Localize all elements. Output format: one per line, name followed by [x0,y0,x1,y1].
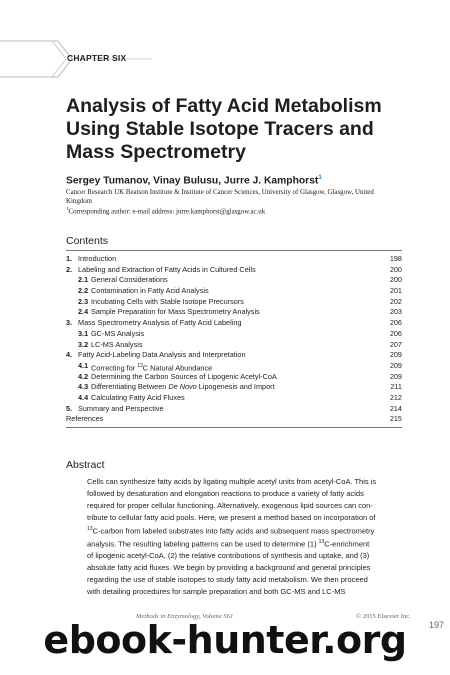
title-line: Using Stable Isotope Tracers and [66,118,374,140]
title-line: Analysis of Fatty Acid Metabolism [66,95,382,117]
isotope-sup: 13 [87,525,93,532]
toc-entry[interactable] [66,254,402,265]
affiliation [66,189,448,217]
toc-entry[interactable] [66,329,402,340]
article-title [66,95,436,164]
page-number: 197 [429,620,445,630]
abstract-line: of lipogenic acetyl-CoA, (2) the relative contributions of synthesis and uptake, and (3) [87,551,370,561]
toc-title-part: Differentiating Between [91,382,169,392]
toc-entry[interactable] [66,382,402,393]
toc-number: 1. [66,254,73,263]
toc-number: 5. [66,403,73,413]
author-names: Sergey Tumanov, Vinay Bulusu, Jurre J. Kamphorst [66,175,319,187]
toc-page: 207 [389,339,402,349]
toc-page: 201 [389,286,402,296]
toc-entry[interactable] [66,307,402,318]
toc-page: 200 [389,275,402,285]
toc-title: GC-MS Analysis [91,328,145,338]
abstract-line: with detailing procedures for sample preparation and both GC-MS and LC-MS [87,587,346,597]
toc-title: References [66,414,104,424]
toc-entry[interactable] [66,393,402,404]
abstract-line [87,537,402,550]
toc-entry[interactable] [66,414,402,425]
abstract-body [87,476,402,598]
toc-number: 2.1 [78,275,89,285]
abstract-line: followed by desaturation and elongation reactions to produce a variety of fatty acids [87,488,364,498]
toc-entry[interactable] [66,372,402,383]
corresponding-author [66,206,448,217]
chapter-banner [0,40,152,78]
toc-page: 203 [389,307,402,317]
toc-title: Fatty Acid-Labeling Data Analysis and Interpretation [78,350,246,360]
toc-entry[interactable] [66,318,402,329]
toc-title: Introduction [78,254,117,263]
toc-page: 209 [389,360,402,370]
toc-number: 3. [66,318,73,328]
contents-heading: Contents [66,235,109,247]
toc-page: 215 [389,414,402,424]
abstract-heading: Abstract [66,459,105,471]
abstract-line: required for proper cellular functioning. Alternatively, exogenous lipid sources can con- [87,500,373,510]
corresponding-marker: 1 [66,207,69,213]
toc-title: Contamination in Fatty Acid Analysis [91,286,209,296]
toc-number: 2.4 [78,307,89,317]
toc-entry[interactable] [66,275,402,286]
toc-number: 4.1 [78,360,89,370]
abstract-line-text: analysis. The resulting labeling patterns can be used to determine (1) [87,539,319,549]
toc-number: 2. [66,264,73,274]
author-footnote-marker[interactable]: 1 [318,175,322,181]
toc-title: Summary and Perspective [78,403,164,413]
toc-page: 200 [389,264,402,274]
journal-citation-text: Methods in Enzymology, Volume 561 [136,613,234,620]
abstract-line: absolute fatty acid fluxes. We begin by providing a background and general principles [87,563,371,573]
toc-page: 209 [389,371,402,381]
abstract-line-text: C-enrichment [324,539,370,549]
chapter-label: CHAPTER SIX [67,53,127,63]
toc-title-part: Correcting for [91,363,138,373]
toc-number: 4.2 [78,371,89,381]
toc-entry[interactable] [66,286,402,297]
corresponding-text: Corresponding author: e-mail address: jurre.kamphorst@glasgow.ac.uk [68,208,266,216]
toc-title: General Considerations [91,275,168,285]
toc-entry[interactable] [66,361,402,372]
toc-page: 214 [389,403,402,413]
toc-page: 198 [389,254,402,263]
abstract-line: tribute to cellular fatty acid pools. Here, we present a method based on incorporation of [87,512,376,522]
toc-entry[interactable] [66,340,402,351]
toc-title: Calculating Fatty Acid Fluxes [91,392,185,402]
abstract-line-text: C-carbon from labeled substrates into fatty acids and subsequent mass spectrometry [92,526,375,536]
toc-entry[interactable] [66,404,402,415]
toc-entry[interactable] [66,265,402,276]
toc-title-sup: 13 [137,362,143,369]
toc-entry[interactable] [66,350,402,361]
isotope-sup: 13 [318,539,325,546]
contents-top-rule [66,250,402,251]
watermark: ebook-hunter.org [43,618,407,662]
author-list [66,175,322,186]
table-of-contents [66,254,402,425]
toc-number: 4. [66,350,73,360]
toc-entry[interactable] [66,297,402,308]
toc-title: Labeling and Extraction of Fatty Acids in Cultured Cells [78,264,256,274]
toc-page: 212 [389,392,402,402]
toc-number: 2.3 [78,296,89,306]
toc-page: 209 [389,350,402,360]
toc-page: 211 [390,382,402,392]
toc-title: Mass Spectrometry Analysis of Fatty Acid Labeling [78,318,242,328]
toc-number: 3.1 [78,328,89,338]
toc-title: Incubating Cells with Stable Isotope Precursors [91,296,244,306]
toc-number: 3.2 [78,339,89,349]
toc-title: Sample Preparation for Mass Spectrometry Analysis [91,307,260,317]
toc-number: 2.2 [78,286,89,296]
toc-title-part: C Natural Abundance [142,363,213,373]
abstract-line [87,524,402,537]
toc-number: 4.4 [78,392,89,402]
toc-title-em: De Novo [168,382,197,392]
toc-page: 206 [389,328,402,338]
abstract-line: Cells can synthesize fatty acids by ligating multiple acetyl units from acetyl-CoA. This is [87,477,377,486]
title-line: Mass Spectrometry [66,141,246,163]
affiliation-line: Kingdom [66,197,93,205]
copyright: © 2015 Elsevier Inc. [356,613,411,620]
toc-title-part: Lipogenesis and Import [196,382,275,392]
toc-title: LC-MS Analysis [91,339,143,349]
abstract-line: regarding the use of stable isotopes to study fatty acid metabolism. We then proceed [87,575,368,585]
toc-title: Determining the Carbon Sources of Lipogenic Acetyl-CoA [91,371,277,381]
toc-title [91,382,275,393]
toc-page: 206 [389,318,402,328]
toc-number: 4.3 [78,382,89,392]
toc-page: 202 [389,296,402,306]
affiliation-line: Cancer Research UK Beatson Institute & Institute of Cancer Sciences, University of Glasgow, Glasgow, United [66,189,374,196]
contents-bottom-rule [66,427,402,428]
